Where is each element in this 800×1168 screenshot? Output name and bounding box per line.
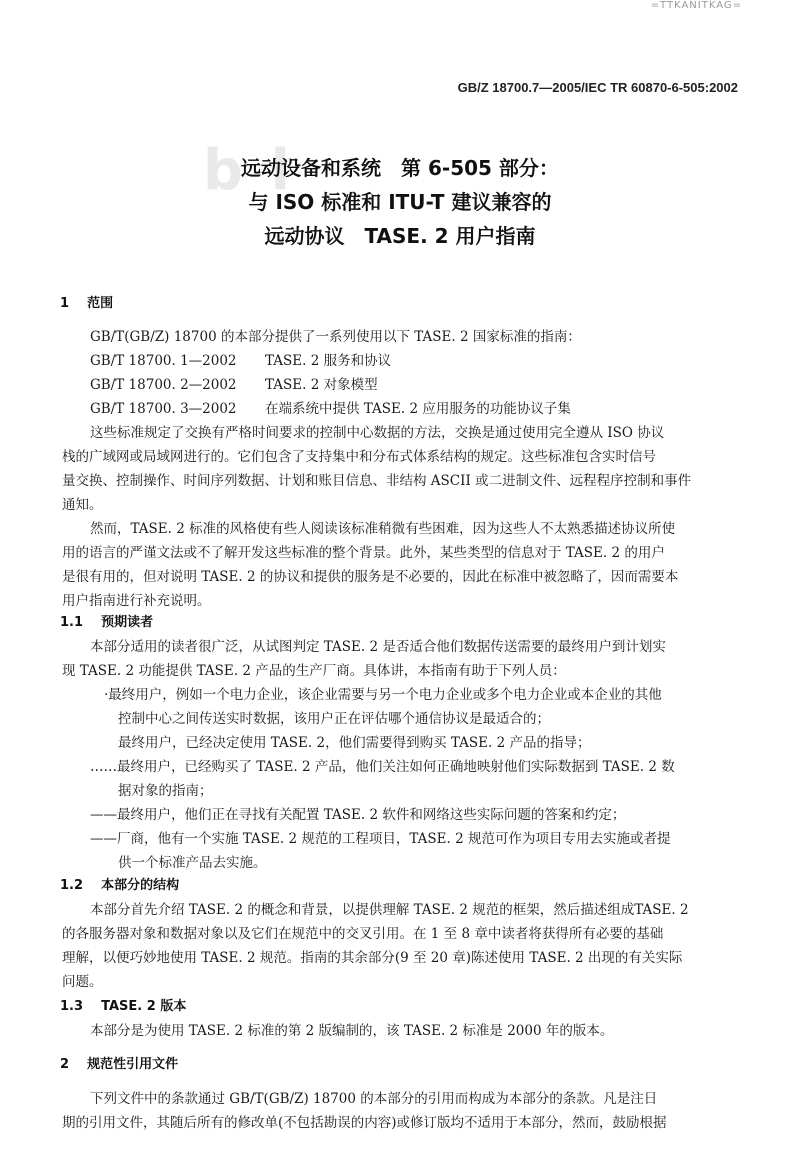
paragraph-line: 期的引用文件，其随后所有的修改单(不包括勘误的内容)或修订版均不适用于本部分，然而，鼓励根据 bbox=[62, 1115, 667, 1131]
section-title: 预期读者 bbox=[101, 615, 154, 630]
reference-title: 在端系统中提供 TASE. 2 应用服务的功能协议子集 bbox=[265, 401, 571, 417]
paragraph-line: 是很有用的，但对说明 TASE. 2 的协议和提供的服务是不必要的，因此在标准中被忽略了，因而需要本 bbox=[62, 569, 679, 585]
section-number: 1 bbox=[60, 296, 70, 311]
paragraph-line: 量交换、控制操作、时间序列数据、计划和账目信息、非结构 ASCII 或二进制文件、远程程序控制和事件 bbox=[62, 473, 692, 489]
paragraph-line: 然而，TASE. 2 标准的风格使有些人阅读该标准稍微有些困难，因为这些人不太熟悉描述协议所使 bbox=[90, 521, 676, 537]
reference-title: TASE. 2 对象模型 bbox=[265, 377, 378, 393]
reference-title: TASE. 2 服务和协议 bbox=[265, 353, 392, 369]
title-line-1: 远动设备和系统 第 6-505 部分： bbox=[241, 156, 559, 180]
standard-number: GB/Z 18700.7—2005/IEC TR 60870-6-505:2002 bbox=[457, 80, 738, 95]
section-title: 范围 bbox=[87, 296, 114, 311]
section-title: TASE. 2 版本 bbox=[101, 999, 187, 1014]
section-1-2-heading bbox=[60, 874, 179, 893]
section-number: 1.2 bbox=[60, 878, 84, 893]
reference-item bbox=[90, 397, 571, 417]
paragraph-line: 用的语言的严谨文法或不了解开发这些标准的整个背景。此外，某些类型的信息对于 TASE. 2 的用户 bbox=[62, 545, 665, 561]
paragraph-line: 这些标准规定了交换有严格时间要求的控制中心数据的方法，交换是通过使用完全遵从 ISO 协议 bbox=[90, 425, 665, 441]
paragraph-line: 用户指南进行补充说明。 bbox=[62, 593, 211, 609]
section-1-3-heading bbox=[60, 995, 186, 1014]
section-1-1-heading bbox=[60, 611, 153, 630]
paragraph-line: 问题。 bbox=[62, 974, 103, 990]
paragraph-line: 通知。 bbox=[62, 497, 103, 513]
section-number: 1.3 bbox=[60, 999, 84, 1014]
reference-code: GB/T 18700. 2—2002 bbox=[90, 377, 237, 393]
paragraph-line: 本部分适用的读者很广泛，从试图判定 TASE. 2 是否适合他们数据传送需要的最终用户到计划实 bbox=[90, 639, 666, 655]
list-item: ——厂商，他有一个实施 TASE. 2 规范的工程项目，TASE. 2 规范可作为项目专用去实施或者提 bbox=[90, 831, 671, 847]
section-2-heading bbox=[60, 1053, 178, 1072]
reference-code: GB/T 18700. 3—2002 bbox=[90, 401, 237, 417]
section-title: 规范性引用文件 bbox=[87, 1057, 179, 1072]
list-item-continued: 控制中心之间传送实时数据，该用户正在评估哪个通信协议是最适合的； bbox=[118, 711, 550, 727]
reference-code: GB/T 18700. 1—2002 bbox=[90, 353, 237, 369]
list-item-continued: 供一个标准产品去实施。 bbox=[118, 855, 267, 871]
paragraph-line: 本部分首先介绍 TASE. 2 的概念和背景，以提供理解 TASE. 2 规范的框架，然后描述组成TASE. 2 bbox=[90, 902, 689, 918]
list-item-continued: 据对象的指南； bbox=[118, 783, 213, 799]
title-line-2: 与 ISO 标准和 ITU-T 建议兼容的 bbox=[248, 190, 552, 214]
section-number: 1.1 bbox=[60, 615, 84, 630]
title-line-3: 远动协议 TASE. 2 用户指南 bbox=[264, 224, 536, 248]
section-title: 本部分的结构 bbox=[101, 878, 180, 893]
section-number: 2 bbox=[60, 1057, 70, 1072]
reference-item bbox=[90, 349, 391, 369]
paragraph-line: 现 TASE. 2 功能提供 TASE. 2 产品的生产厂商。具体讲，本指南有助于下列人员： bbox=[62, 663, 566, 679]
section-1-heading bbox=[60, 292, 113, 311]
paragraph-line: 理解，以便巧妙地使用 TASE. 2 规范。指南的其余部分(9 至 20 章)陈述使用 TASE. 2 出现的有关实际 bbox=[62, 950, 683, 966]
paragraph-line: 本部分是为使用 TASE. 2 标准的第 2 版编制的，该 TASE. 2 标准是 2000 年的版本。 bbox=[90, 1023, 614, 1039]
paragraph-line: 栈的广域网或局域网进行的。它们包含了支持集中和分布式体系结构的规定。这些标准包含实时信号 bbox=[62, 449, 656, 465]
list-item: ·最终用户，例如一个电力企业，该企业需要与另一个电力企业或多个电力企业或本企业的其他 bbox=[104, 687, 662, 703]
watermark: b l bbox=[203, 138, 294, 203]
list-item: 最终用户，已经决定使用 TASE. 2，他们需要得到购买 TASE. 2 产品的指导； bbox=[118, 735, 591, 751]
paragraph-line: 下列文件中的条款通过 GB/T(GB/Z) 18700 的本部分的引用而构成为本部分的条款。凡是注日 bbox=[90, 1091, 658, 1107]
reference-item bbox=[90, 373, 378, 393]
list-item: ……最终用户，已经购买了 TASE. 2 产品，他们关注如何正确地映射他们实际数据到 TASE. 2 数 bbox=[90, 759, 675, 775]
corner-mark: =TTKANITKAG= bbox=[650, 0, 742, 11]
list-item: ——最终用户，他们正在寻找有关配置 TASE. 2 软件和网络这些实际问题的答案和约定； bbox=[90, 807, 626, 823]
paragraph-line: 的各服务器对象和数据对象以及它们在规范中的交叉引用。在 1 至 8 章中读者将获得所有必要的基础 bbox=[62, 926, 664, 942]
section-1-intro: GB/T(GB/Z) 18700 的本部分提供了一系列使用以下 TASE. 2 国家标准的指南： bbox=[90, 329, 581, 345]
